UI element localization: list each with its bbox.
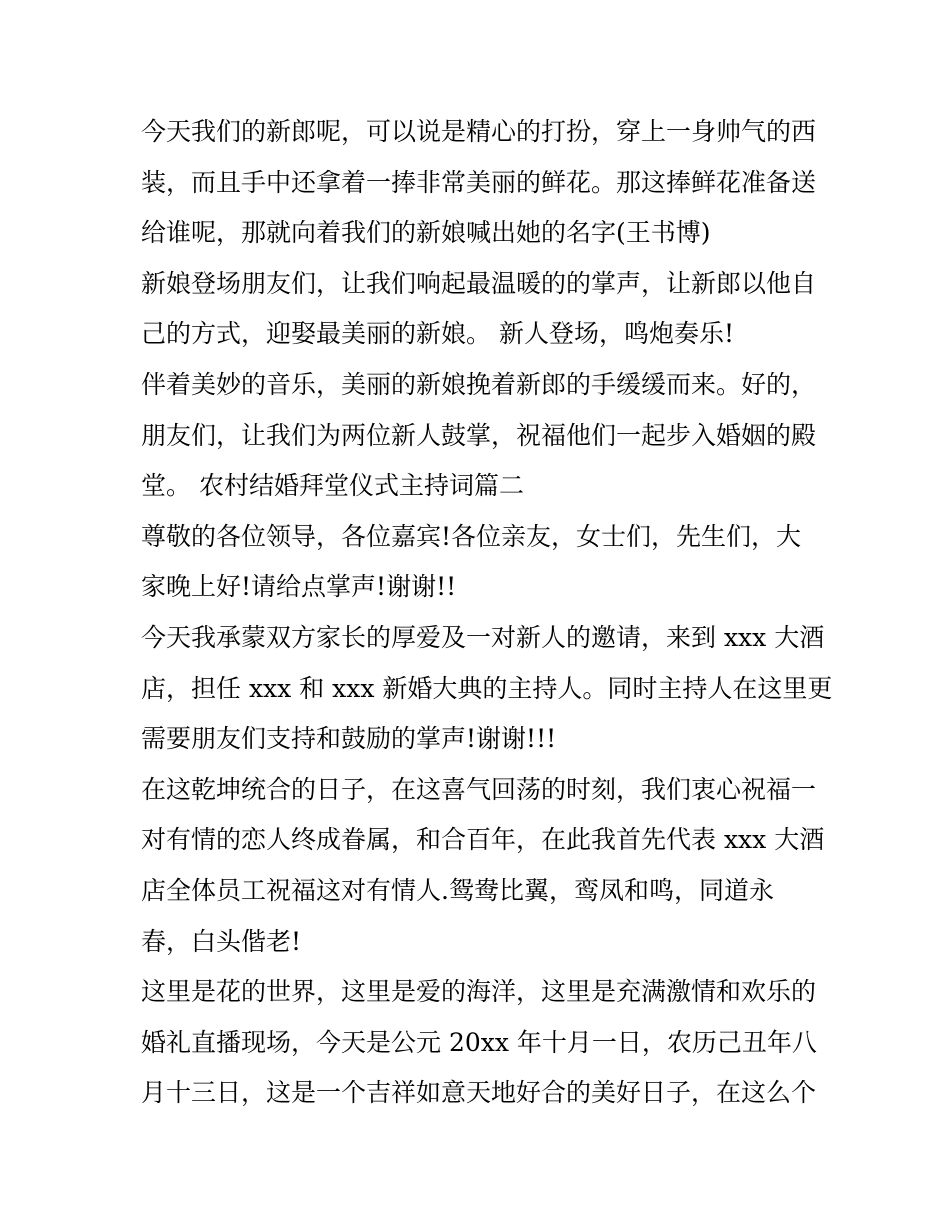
text-line: 给谁呢，那就向着我们的新娘喊出她的名字(王书博) <box>141 218 711 248</box>
text-line: 家晚上好!请给点掌声!谢谢!! <box>141 572 457 602</box>
text-line: 婚礼直播现场，今天是公元 20xx 年十月一日，农历己丑年八 <box>141 1027 817 1057</box>
text-line: 春，白头偕老! <box>141 926 302 956</box>
text-line: 需要朋友们支持和鼓励的掌声!谢谢!!! <box>141 724 557 754</box>
document-body <box>141 107 833 1119</box>
text-line: 堂。 农村结婚拜堂仪式主持词篇二 <box>141 471 524 501</box>
text-line: 今天我们的新郎呢，可以说是精心的打扮，穿上一身帅气的西 <box>141 117 817 146</box>
text-line: 伴着美妙的音乐，美丽的新娘挽着新郎的手缓缓而来。好的， <box>141 369 817 399</box>
text-line: 在这乾坤统合的日子，在这喜气回荡的时刻，我们衷心祝福一 <box>141 774 817 804</box>
text-line: 店全体员工祝福这对有情人.鸳鸯比翼，鸾凤和鸣，同道永 <box>141 875 774 905</box>
text-line: 对有情的恋人终成眷属，和合百年，在此我首先代表 xxx 大酒 <box>141 825 825 855</box>
text-line: 装，而且手中还拿着一捧非常美丽的鲜花。那这捧鲜花准备送 <box>141 167 817 197</box>
text-line: 店，担任 xxx 和 xxx 新婚大典的主持人。同时主持人在这里更 <box>141 673 833 703</box>
text-line: 今天我承蒙双方家长的厚爱及一对新人的邀请，来到 xxx 大酒 <box>141 622 825 652</box>
text-line: 己的方式，迎娶最美丽的新娘。 新人登场，鸣炮奏乐! <box>141 319 734 349</box>
text-line: 这里是花的世界，这里是爱的海洋，这里是充满激情和欢乐的 <box>141 977 817 1007</box>
text-line: 朋友们，让我们为两位新人鼓掌，祝福他们一起步入婚姻的殿 <box>141 420 817 450</box>
text-line: 新娘登场朋友们，让我们响起最温暖的的掌声，让新郎以他自 <box>141 268 817 298</box>
text-line: 月十三日，这是一个吉祥如意天地好合的美好日子，在这么个 <box>141 1078 817 1108</box>
text-line: 尊敬的各位领导，各位嘉宾!各位亲友，女士们，先生们，大 <box>141 521 802 551</box>
